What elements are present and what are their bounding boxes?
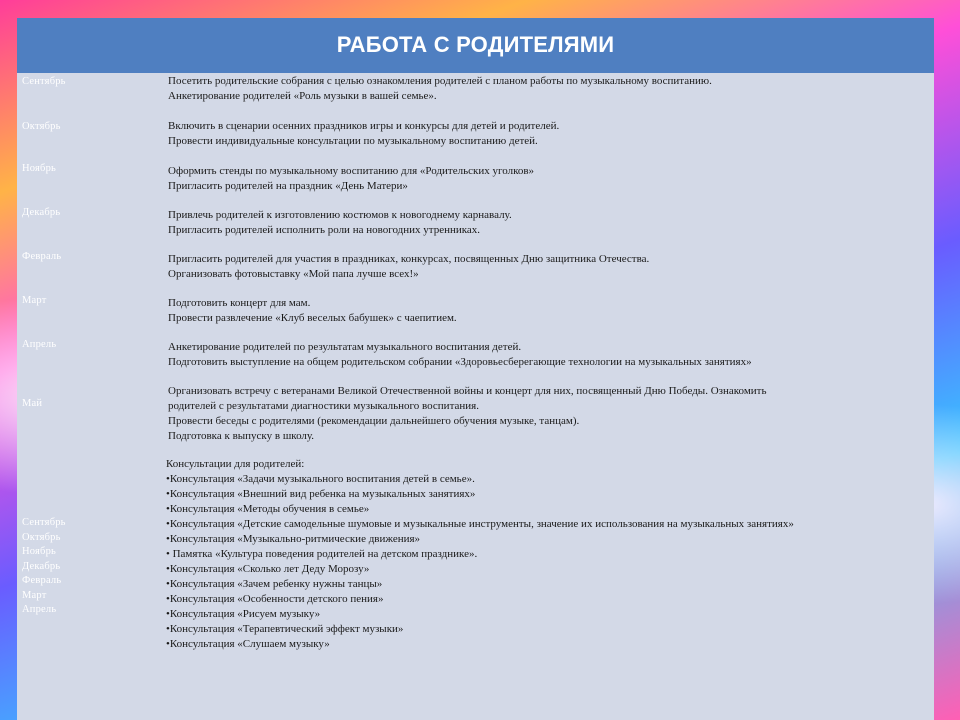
text-line: Посетить родительские собрания с целью ознакомления родителей с планом работы по музыкальному воспитанию. — [168, 75, 712, 87]
month-label: Декабрь — [22, 207, 61, 218]
text-line: Провести беседы с родителями (рекомендации дальнейшего обучения музыке, танцам). — [168, 415, 580, 427]
text-line: Пригласить родителей исполнить роли на новогодних утренниках. — [168, 224, 481, 236]
row-text — [168, 384, 928, 444]
month-label: Февраль — [22, 575, 62, 586]
text-line: Провести развлечение «Клуб веселых бабушек» с чаепитием. — [168, 312, 457, 324]
title-banner — [17, 18, 934, 73]
list-item: •Консультация «Сколько лет Деду Морозу» — [166, 563, 370, 575]
month-label: Сентябрь — [22, 76, 66, 87]
month-label: Сентябрь — [22, 517, 66, 528]
text-line: Провести индивидуальные консультации по музыкальному воспитанию детей. — [168, 135, 538, 147]
month-label: Октябрь — [22, 121, 61, 132]
row-text — [168, 164, 928, 194]
row-text — [168, 252, 928, 282]
list-item: •Консультация «Детские самодельные шумовые и музыкальные инструменты, значение их использования на музыкальных занятиях» — [166, 518, 794, 530]
text-line: родителей с результатами диагностики музыкального воспитания. — [168, 400, 479, 412]
consultation-months — [22, 516, 66, 618]
list-item: •Консультация «Особенности детского пения» — [166, 593, 384, 605]
text-line: Подготовить концерт для мам. — [168, 297, 311, 309]
month-label: Март — [22, 589, 47, 601]
month-label: Апрель — [22, 339, 57, 350]
text-line: Оформить стенды по музыкальному воспитанию для «Родительских уголков» — [168, 165, 535, 177]
row-text — [168, 296, 928, 326]
row-text — [168, 208, 928, 238]
list-item: •Консультация «Музыкально-ритмические движения» — [166, 533, 421, 545]
month-label: Ноябрь — [22, 546, 57, 557]
row-text — [168, 74, 928, 104]
list-item: •Консультация «Внешний вид ребенка на музыкальных занятиях» — [166, 488, 476, 500]
text-line: Пригласить родителей на праздник «День Матери» — [168, 180, 408, 192]
text-line: Включить в сценарии осенних праздников игры и конкурсы для детей и родителей. — [168, 120, 560, 132]
month-label: Март — [22, 295, 47, 306]
text-line: Подготовить выступление на общем родительском собрании «Здоровьесберегающие технологии на музыкальных занятиях» — [168, 356, 752, 368]
text-line: Подготовка к выпуску в школу. — [168, 430, 315, 442]
row-text — [168, 340, 928, 370]
row-text — [168, 119, 928, 149]
slide-card — [17, 18, 934, 720]
list-item: •Консультация «Задачи музыкального воспитания детей в семье». — [166, 473, 475, 485]
list-item: •Консультация «Терапевтический эффект музыки» — [166, 623, 404, 635]
list-item: • Памятка «Культура поведения родителей на детском празднике». — [166, 548, 478, 560]
month-label: Апрель — [22, 604, 57, 615]
month-label: Ноябрь — [22, 163, 57, 174]
month-label: Октябрь — [22, 531, 61, 543]
text-line: Анкетирование родителей «Роль музыки в вашей семье». — [168, 90, 437, 102]
consultations-heading: Консультации для родителей: — [166, 458, 305, 470]
month-label: Май — [22, 398, 43, 409]
list-item: •Консультация «Зачем ребенку нужны танцы» — [166, 578, 383, 590]
text-line: Организовать встречу с ветеранами Великой Отечественной войны и концерт для них, посвященный Дню Победы. Ознакомить — [168, 385, 767, 397]
list-item: •Консультация «Слушаем музыку» — [166, 638, 330, 650]
list-item: •Консультация «Рисуем музыку» — [166, 608, 321, 620]
text-line: Пригласить родителей для участия в праздниках, конкурсах, посвященных Дню защитника Отечества. — [168, 253, 650, 265]
text-line: Организовать фотовыставку «Мой папа лучше всех!» — [168, 268, 419, 280]
text-line: Привлечь родителей к изготовлению костюмов к новогоднему карнавалу. — [168, 209, 512, 221]
text-line: Анкетирование родителей по результатам музыкального воспитания детей. — [168, 341, 522, 353]
list-item: •Консультация «Методы обучения в семье» — [166, 503, 370, 515]
slide-title: РАБОТА С РОДИТЕЛЯМИ — [336, 32, 615, 57]
month-label: Декабрь — [22, 560, 61, 572]
consultations-list — [166, 457, 926, 652]
month-label: Февраль — [22, 251, 62, 262]
